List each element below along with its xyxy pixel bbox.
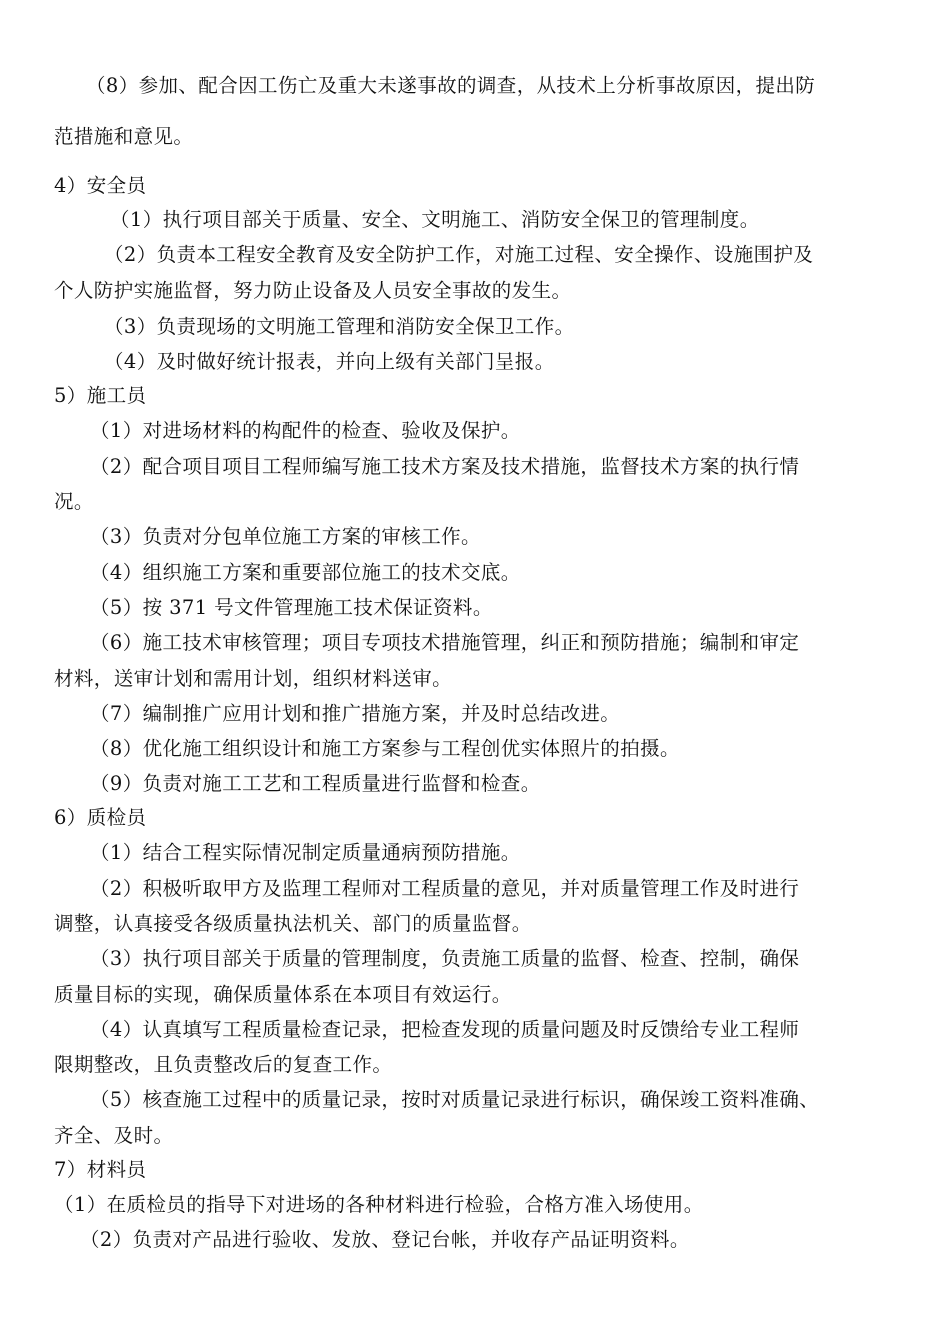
text-line: （8）优化施工组织设计和施工方案参与工程创优实体照片的拍摄。 — [90, 737, 680, 760]
text-line: （5）核查施工过程中的质量记录，按时对质量记录进行标识，确保竣工资料准确、 — [90, 1088, 820, 1111]
text-line: （2）积极听取甲方及监理工程师对工程质量的意见，并对质量管理工作及时进行 — [90, 877, 800, 900]
text-line: （9）负责对施工工艺和工程质量进行监督和检查。 — [90, 772, 541, 795]
text-line: 个人防护实施监督，努力防止设备及人员安全事故的发生。 — [54, 279, 572, 302]
section-heading: 4）安全员 — [54, 174, 147, 197]
text-line: （8）参加、配合因工伤亡及重大未遂事故的调查，从技术上分析事故原因，提出防 — [86, 74, 816, 97]
text-line: （1）在质检员的指导下对进场的各种材料进行检验，合格方准入场使用。 — [54, 1193, 704, 1216]
text-line: 况。 — [54, 490, 94, 513]
text-line: （3）负责现场的文明施工管理和消防安全保卫工作。 — [104, 315, 575, 338]
text-line: 齐全、及时。 — [54, 1124, 174, 1147]
section-heading: 5）施工员 — [54, 384, 147, 407]
text-line: 限期整改，且负责整改后的复查工作。 — [54, 1053, 393, 1076]
text-line: 材料，送审计划和需用计划，组织材料送审。 — [54, 667, 453, 690]
text-line: （1）对进场材料的构配件的检查、验收及保护。 — [90, 419, 521, 442]
text-line: （6）施工技术审核管理；项目专项技术措施管理，纠正和预防措施；编制和审定 — [90, 631, 800, 654]
text-line: （2）负责对产品进行验收、发放、登记台帐，并收存产品证明资料。 — [80, 1228, 690, 1251]
text-line: （1）结合工程实际情况制定质量通病预防措施。 — [90, 841, 521, 864]
section-heading: 7）材料员 — [54, 1158, 147, 1181]
text-line: （2）配合项目项目工程师编写施工技术方案及技术措施，监督技术方案的执行情 — [90, 455, 800, 478]
section-heading: 6）质检员 — [54, 806, 147, 829]
text-line: 调整，认真接受各级质量执法机关、部门的质量监督。 — [54, 912, 532, 935]
text-line: （3）负责对分包单位施工方案的审核工作。 — [90, 525, 481, 548]
text-line: （7）编制推广应用计划和推广措施方案，并及时总结改进。 — [90, 702, 621, 725]
text-line: （4）认真填写工程质量检查记录，把检查发现的质量问题及时反馈给专业工程师 — [90, 1018, 800, 1041]
text-line: （4）及时做好统计报表，并向上级有关部门呈报。 — [104, 350, 555, 373]
text-line: （2）负责本工程安全教育及安全防护工作，对施工过程、安全操作、设施围护及 — [104, 243, 814, 266]
text-line: 质量目标的实现，确保质量体系在本项目有效运行。 — [54, 983, 512, 1006]
text-line: （1）执行项目部关于质量、安全、文明施工、消防安全保卫的管理制度。 — [110, 208, 760, 231]
text-line: （3）执行项目部关于质量的管理制度，负责施工质量的监督、检查、控制，确保 — [90, 947, 800, 970]
text-line: 范措施和意见。 — [54, 125, 194, 148]
text-line: （4）组织施工方案和重要部位施工的技术交底。 — [90, 561, 521, 584]
text-line: （5）按 371 号文件管理施工技术保证资料。 — [90, 596, 493, 619]
